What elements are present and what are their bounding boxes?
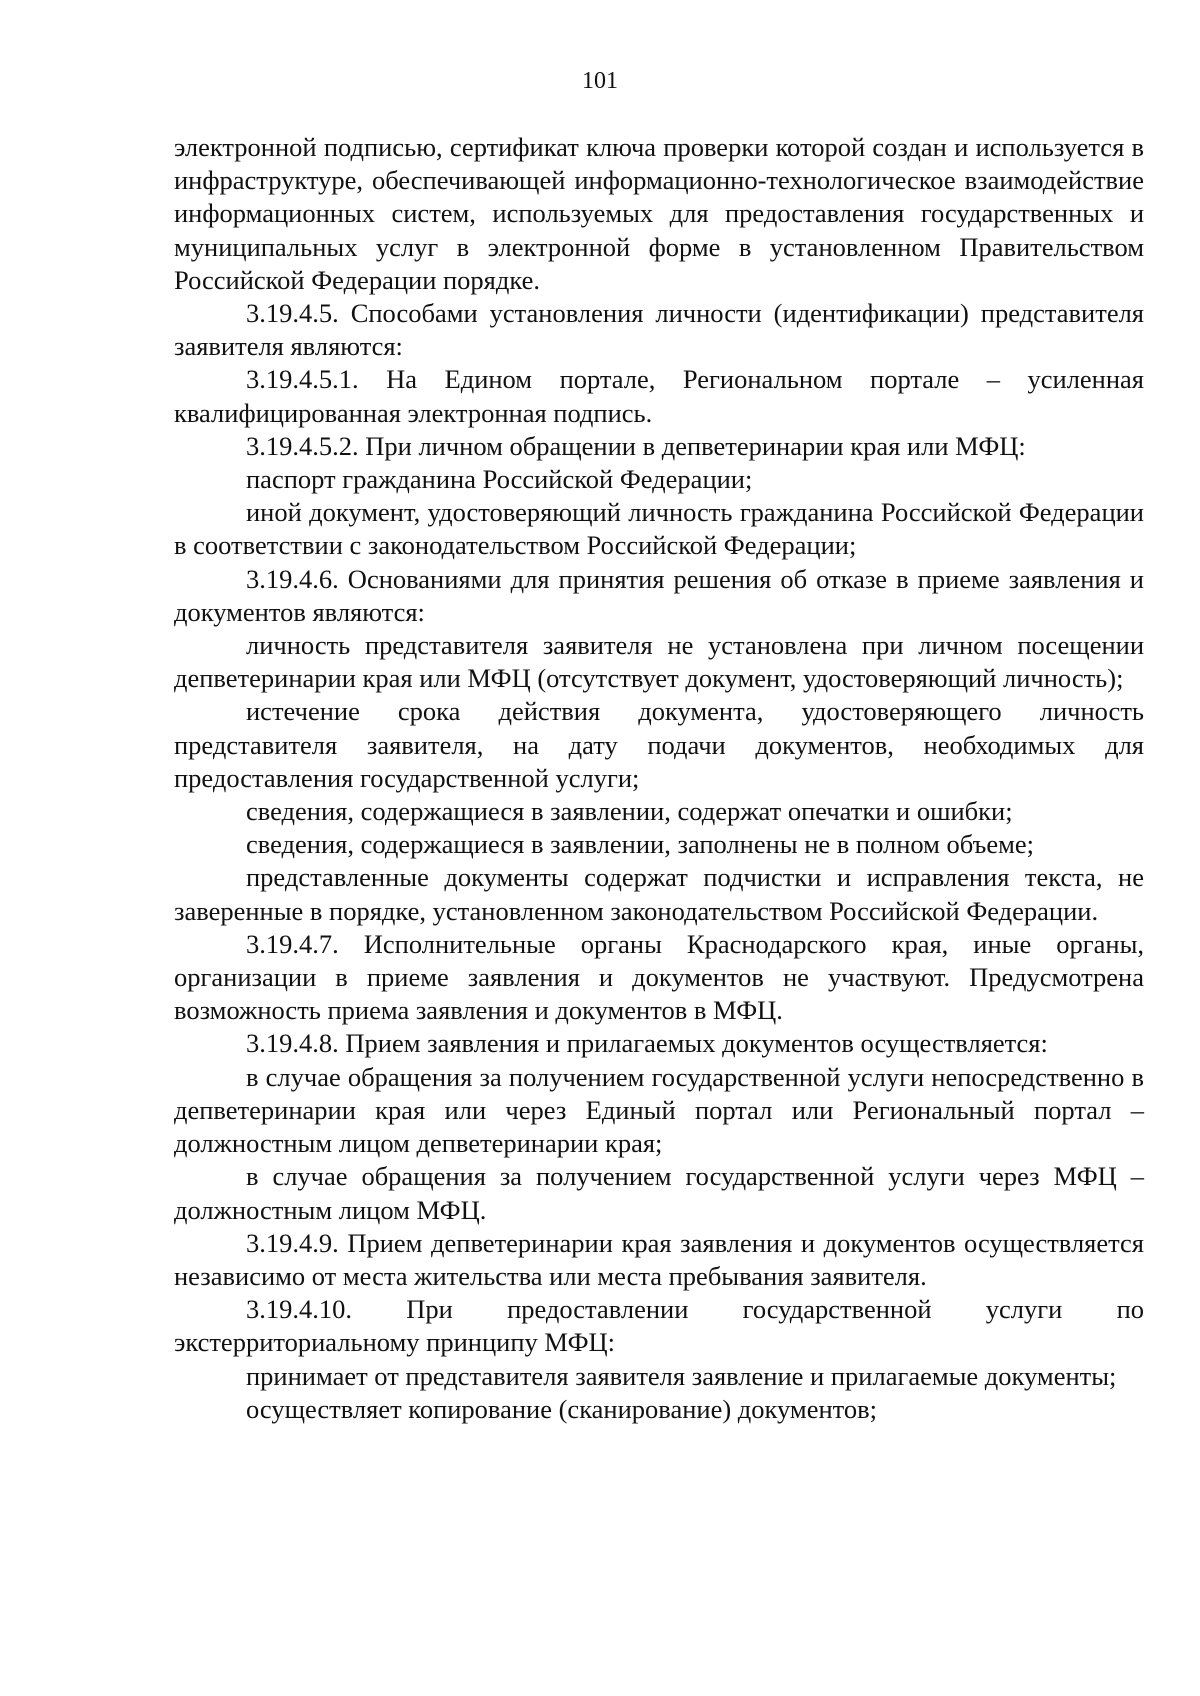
list-item-typos-errors: сведения, содержащиеся в заявлении, содержат опечатки и ошибки; (246, 796, 1013, 827)
list-item-passport: паспорт гражданина Российской Федерации; (246, 464, 753, 495)
paragraph-3-19-4-5-2: 3.19.4.5.2. При личном обращении в депветеринарии края или МФЦ: (246, 430, 1026, 461)
list-item-corrections: представленные документы содержат подчистки и исправления текста, не заверенные в порядке, установленном законодательством Российской Федерации. (174, 862, 1144, 926)
list-item-mfc-application: в случае обращения за получением государственной услуги через МФЦ – должностным лицом МФЦ. (174, 1161, 1144, 1225)
paragraph-3-19-4-5: 3.19.4.5. Способами установления личности (идентификации) представителя заявителя являются: (174, 298, 1144, 362)
paragraph-continuation: электронной подписью, сертификат ключа проверки которой создан и используется в инфраструктуре, обеспечивающей информационно-технологическое взаимодействие информационных систем, используемых для предоставления государственных и муниципальных услуг в электронной форме в установленном Правительством Российской Федерации порядке. (174, 132, 1144, 295)
list-item-incomplete: сведения, содержащиеся в заявлении, заполнены не в полном объеме; (246, 829, 1034, 860)
paragraph-3-19-4-10: 3.19.4.10. При предоставлении государственной услуги по экстерриториальному принципу МФЦ: (174, 1294, 1144, 1358)
page-number: 101 (582, 68, 618, 94)
document-body (174, 131, 1144, 1426)
list-item-accepts-application: принимает от представителя заявителя заявление и прилагаемые документы; (246, 1360, 1117, 1391)
list-item-direct-application: в случае обращения за получением государственной услуги непосредственно в депветеринарии края или через Единый портал или Региональный портал – должностным лицом депветеринарии края; (174, 1061, 1144, 1159)
paragraph-3-19-4-9: 3.19.4.9. Прием депветеринарии края заявления и документов осуществляется независимо от места жительства или места пребывания заявителя. (174, 1227, 1144, 1291)
paragraph-3-19-4-6: 3.19.4.6. Основаниями для принятия решения об отказе в приеме заявления и документов являются: (174, 563, 1144, 627)
list-item-copies-documents: осуществляет копирование (сканирование) документов; (246, 1393, 877, 1424)
paragraph-3-19-4-8: 3.19.4.8. Прием заявления и прилагаемых документов осуществляется: (246, 1028, 1048, 1059)
list-item-other-document: иной документ, удостоверяющий личность гражданина Российской Федерации в соответствии с законодательством Российской Федерации; (174, 497, 1144, 561)
list-item-identity-not-established: личность представителя заявителя не установлена при личном посещении депветеринарии края или МФЦ (отсутствует документ, удостоверяющий личность); (174, 630, 1144, 694)
paragraph-3-19-4-7: 3.19.4.7. Исполнительные органы Краснодарского края, иные органы, организации в приеме заявления и документов не участвуют. Предусмотрена возможность приема заявления и документов в МФЦ. (174, 928, 1144, 1026)
paragraph-3-19-4-5-1: 3.19.4.5.1. На Едином портале, Региональном портале – усиленная квалифицированная электронная подпись. (174, 364, 1144, 428)
list-item-document-expired: истечение срока действия документа, удостоверяющего личность представителя заявителя, на дату подачи документов, необходимых для предоставления государственной услуги; (174, 696, 1144, 793)
